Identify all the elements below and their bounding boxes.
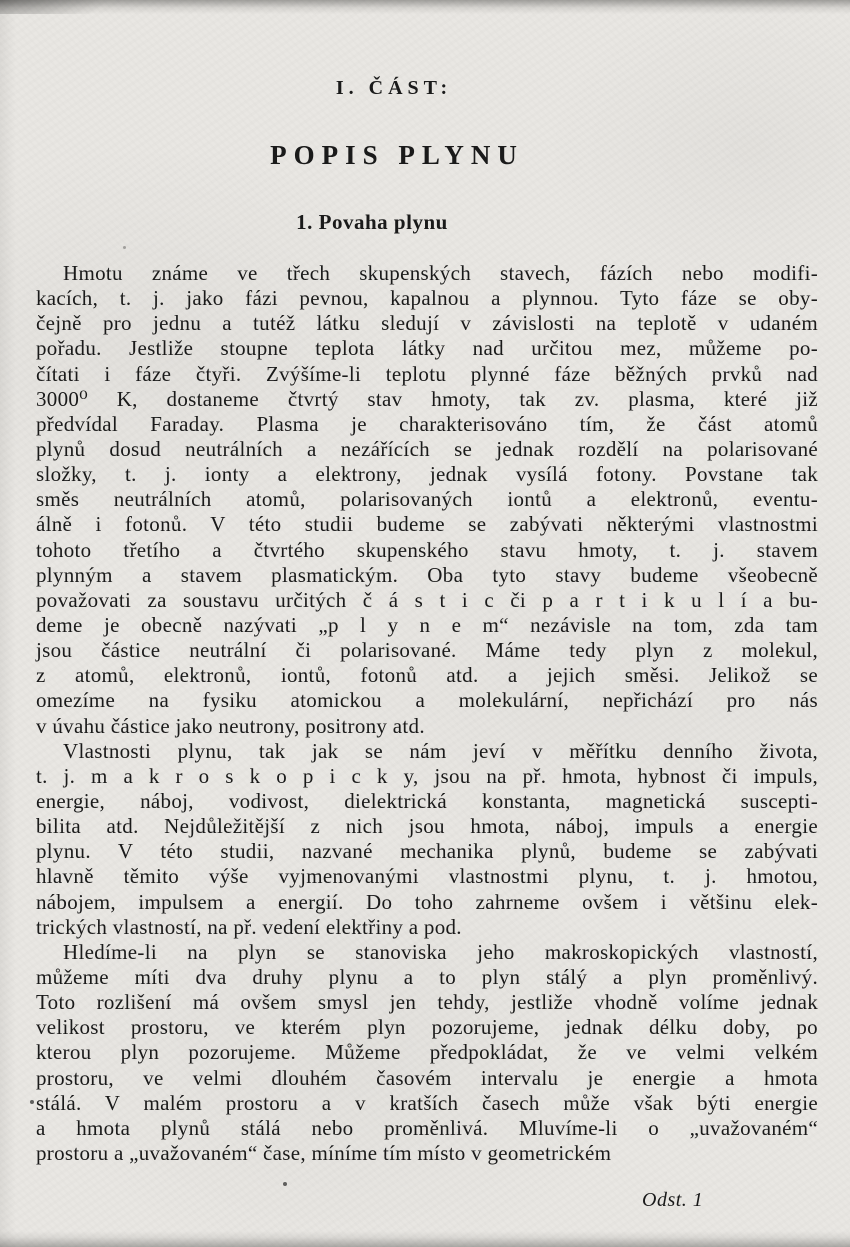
part-heading: I. ČÁST: bbox=[335, 77, 453, 99]
text-line: tohoto třetího a čtvrtého skupenského stavu hmoty, t. j. stavem bbox=[36, 537, 818, 562]
text-line: kacích, t. j. jako fázi pevnou, kapalnou a plynnou. Tyto fáze se oby- bbox=[36, 286, 818, 311]
text-line: Hledíme-li na plyn se stanoviska jeho makroskopických vlastností, bbox=[63, 939, 818, 964]
text-line: omezíme na fysiku atomickou a molekulární, nepřichází pro nás bbox=[36, 688, 818, 713]
scan-edge-bottom bbox=[0, 1231, 850, 1247]
section-heading: 1. Povaha plynu bbox=[296, 210, 448, 234]
text-line: Hmotu známe ve třech skupenských stavech, fázích nebo modifi- bbox=[63, 261, 818, 285]
paragraph bbox=[36, 940, 818, 1166]
text-line: trických vlastností, na př. vedení elektřiny a pod. bbox=[36, 914, 462, 939]
text-line: směs neutrálních atomů, polarisovaných iontů a elektronů, eventu- bbox=[36, 487, 818, 512]
scan-speckle bbox=[123, 246, 126, 249]
body-text bbox=[36, 261, 818, 1166]
text-line: jsou částice neutrální či polarisované. Máme tedy plyn z molekul, bbox=[36, 638, 818, 663]
text-line: nábojem, impulsem a energií. Do toho zahrneme ovšem i většinu elek- bbox=[36, 889, 818, 914]
text-line: plynu. V této studii, nazvané mechanika plynů, budeme se zabývati bbox=[36, 839, 818, 864]
text-line: z atomů, elektronů, iontů, fotonů atd. a jejich směsi. Jelikož se bbox=[36, 663, 818, 688]
text-line: energie, náboj, vodivost, dielektrická konstanta, magnetická suscepti- bbox=[36, 788, 818, 813]
text-line: pořadu. Jestliže stoupne teplota látky nad určitou mez, můžeme po- bbox=[36, 336, 818, 361]
text-line: čítati i fáze čtyři. Zvýšíme-li teplotu plynné fáze běžných prvků nad bbox=[36, 361, 818, 386]
page-title: POPIS PLYNU bbox=[270, 140, 524, 170]
text-line: stálá. V malém prostoru a v kratších časech může však býti energie bbox=[36, 1090, 818, 1115]
text-line: prostoru a „uvažovaném“ čase, míníme tím místo v geometrickém bbox=[36, 1140, 612, 1165]
text-line: složky, t. j. ionty a elektrony, jednak vysílá fotony. Povstane tak bbox=[36, 462, 818, 487]
text-line: velikost prostoru, ve kterém plyn pozorujeme, jednak délku doby, po bbox=[36, 1015, 818, 1040]
text-line: předvídal Faraday. Plasma je charakterisováno tím, že část atomů bbox=[36, 411, 818, 436]
text-line: plynů dosud neutrálních a nezářících se jednak rozdělí na polarisované bbox=[36, 436, 818, 461]
text-line: prostoru, ve velmi dlouhém časovém intervalu je energie a hmota bbox=[36, 1065, 818, 1090]
text-line: álně i fotonů. V této studii budeme se zabývati některými vlastnostmi bbox=[36, 512, 818, 537]
text-line: deme je obecně nazývati „p l y n e m“ nezávisle na tom, zda tam bbox=[36, 612, 818, 637]
scan-speckle bbox=[30, 1100, 34, 1104]
text-line: Toto rozlišení má ovšem smysl jen tehdy, jestliže vhodně volíme jednak bbox=[36, 990, 818, 1015]
text-line: bilita atd. Nejdůležitější z nich jsou hmota, náboj, impuls a energie bbox=[36, 814, 818, 839]
scan-edge-top bbox=[0, 0, 850, 14]
text-line: hlavně těmito výše vyjmenovanými vlastnostmi plynu, t. j. hmotou, bbox=[36, 864, 818, 889]
footer-note: Odst. 1 bbox=[642, 1189, 704, 1211]
text-line: t. j. m a k r o s k o p i c k y, jsou na př. hmota, hybnost či impuls, bbox=[36, 763, 818, 788]
text-line: a hmota plynů stálá nebo proměnlivá. Mluvíme-li o „uvažovaném“ bbox=[36, 1115, 818, 1140]
text-line: kterou plyn pozorujeme. Můžeme předpokládat, že ve velmi velkém bbox=[36, 1040, 818, 1065]
scan-edge-left bbox=[0, 0, 16, 1247]
text-line: v úvahu částice jako neutrony, positrony atd. bbox=[36, 713, 425, 738]
text-line: čejně pro jednu a tutéž látku sledují v závislosti na teplotě v udaném bbox=[36, 311, 818, 336]
scan-speckle bbox=[283, 1182, 287, 1186]
text-line: můžeme míti dva druhy plynu a to plyn stálý a plyn proměnlivý. bbox=[36, 964, 818, 989]
text-line: Vlastnosti plynu, tak jak se nám jeví v měřítku denního života, bbox=[63, 738, 818, 763]
text-line: 3000⁰ K, dostaneme čtvrtý stav hmoty, tak zv. plasma, které již bbox=[36, 386, 818, 411]
paragraph bbox=[36, 261, 818, 739]
text-line: považovati za soustavu určitých č á s t i c či p a r t i k u l í a bu- bbox=[36, 587, 818, 612]
paragraph bbox=[36, 739, 818, 940]
text-line: plynným a stavem plasmatickým. Oba tyto stavy budeme všeobecně bbox=[36, 562, 818, 587]
